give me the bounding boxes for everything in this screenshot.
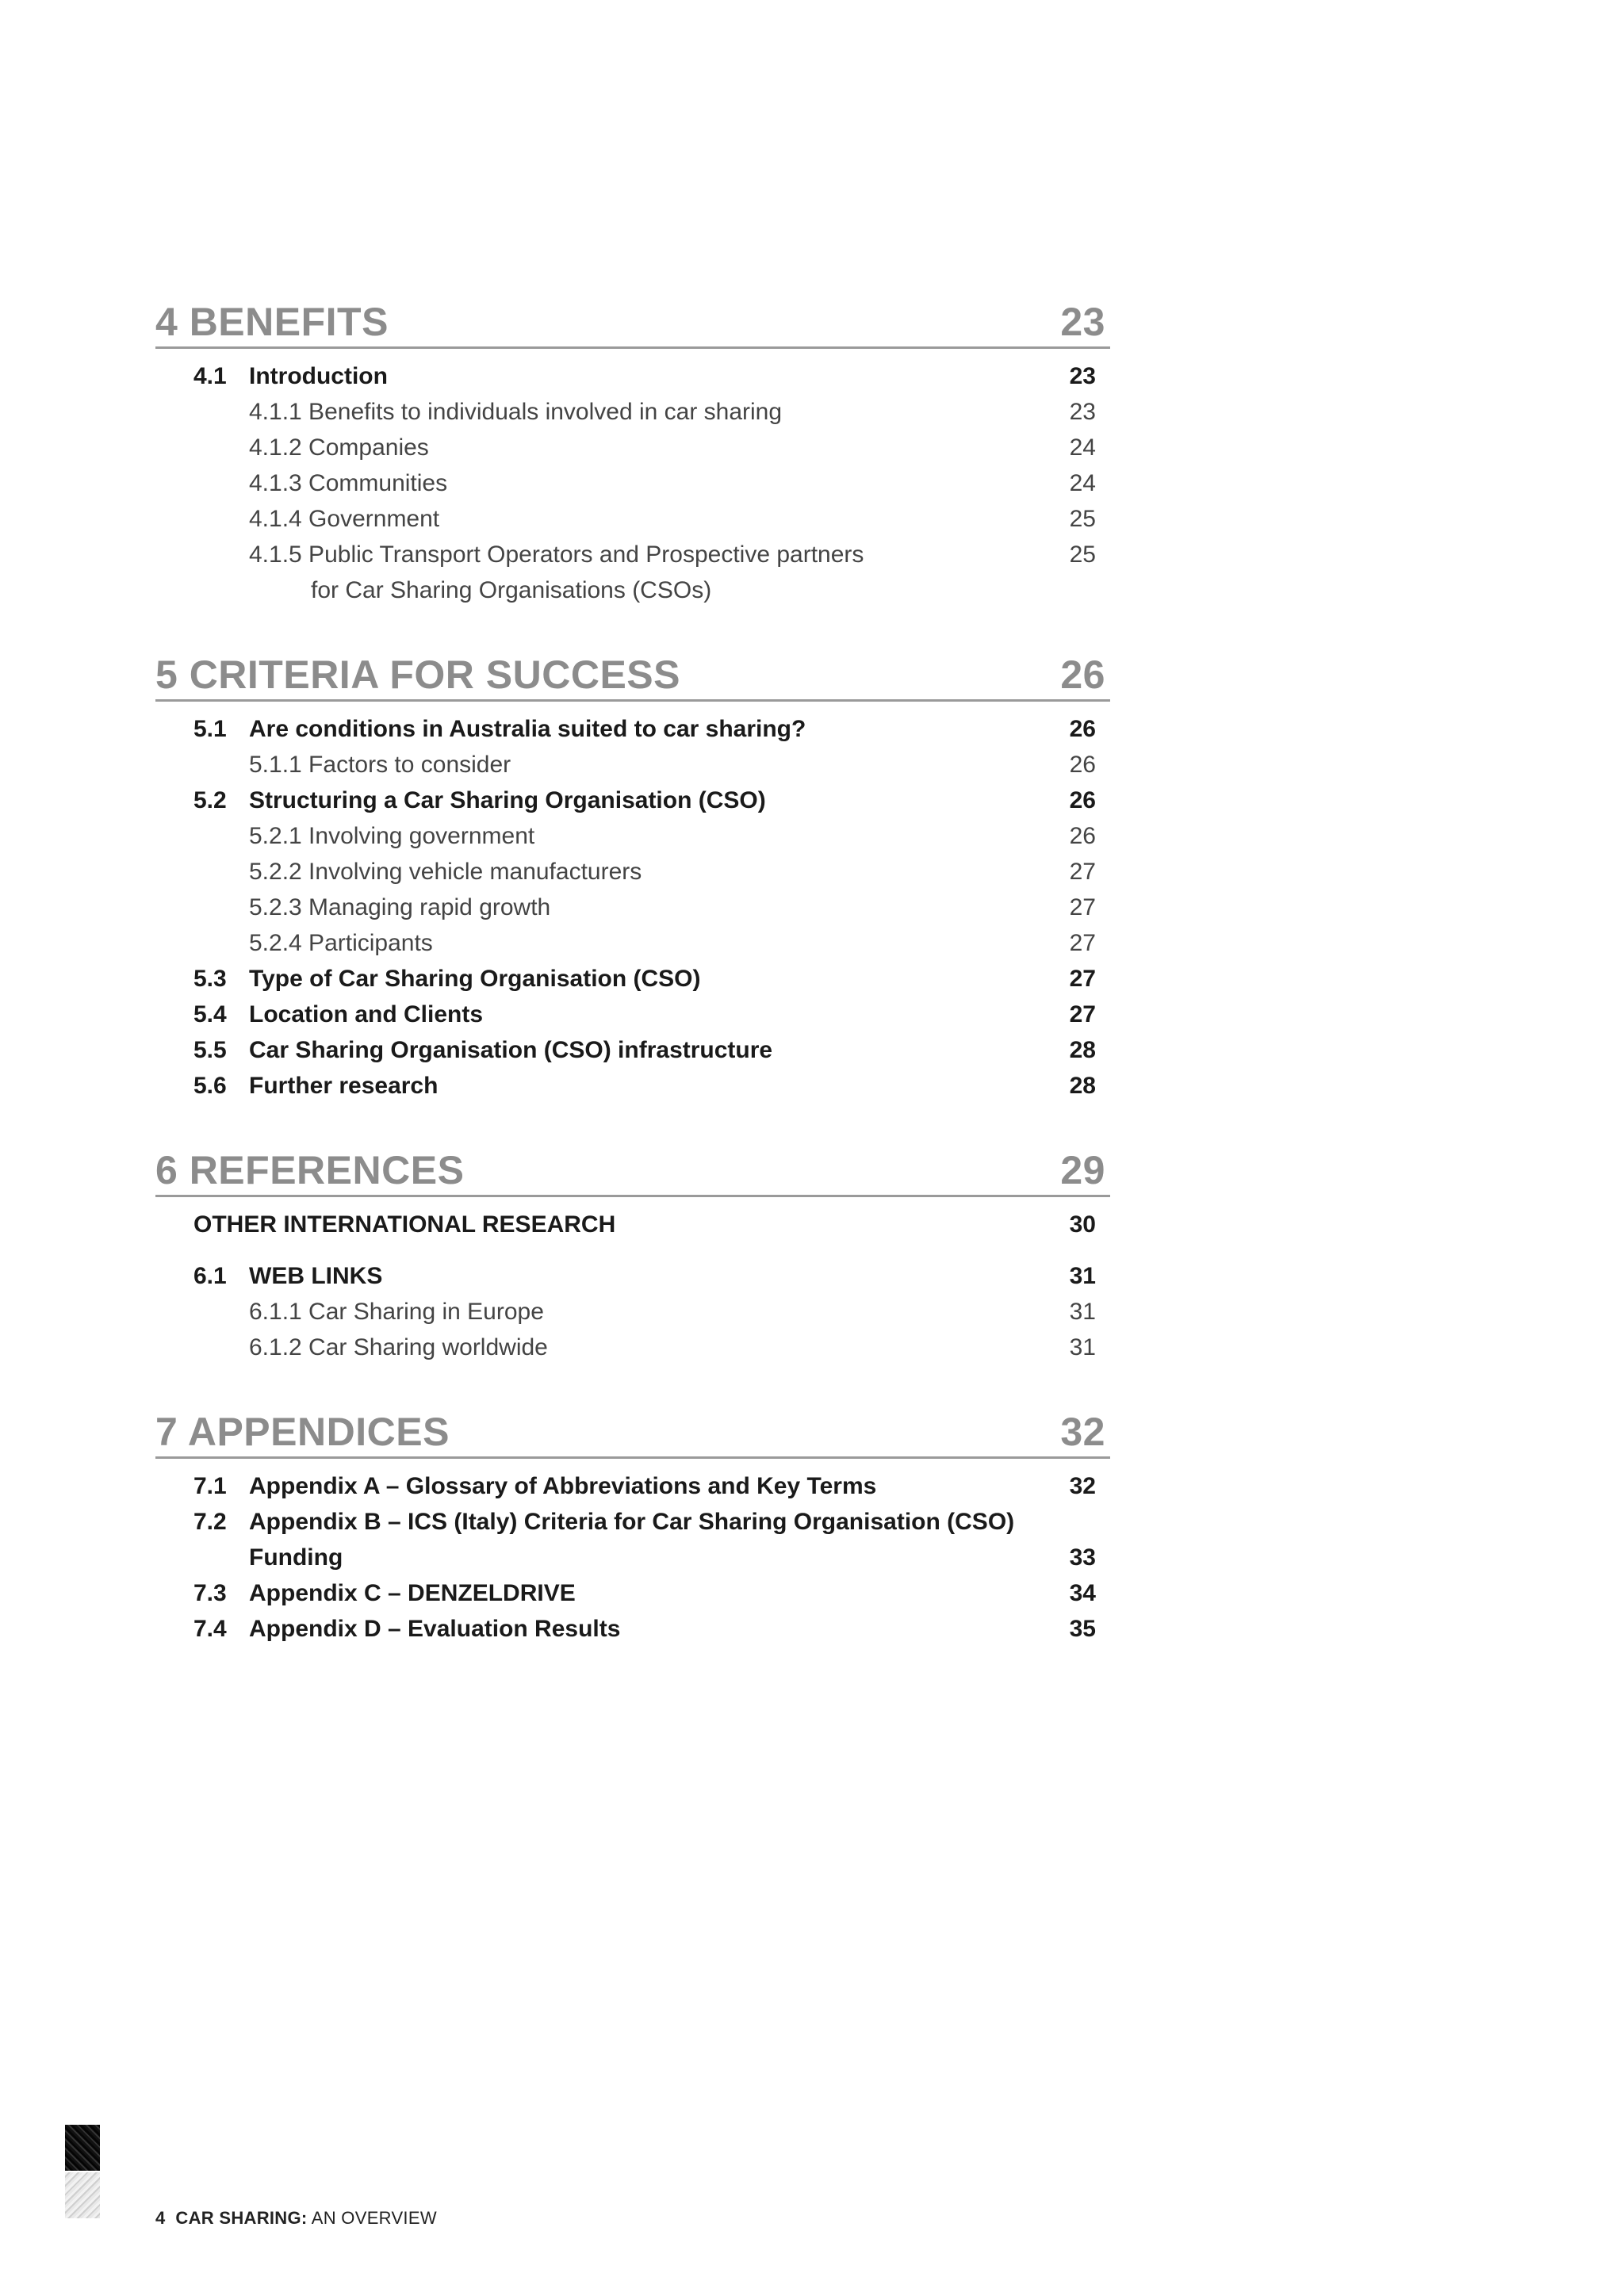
entry-page-number: 26 (1069, 787, 1096, 813)
toc-entry[interactable] (155, 854, 1110, 890)
entry-title: Location and Clients (249, 1001, 484, 1027)
toc-entry[interactable] (155, 1575, 1110, 1611)
entry-number: 7.3 (193, 1580, 227, 1606)
entry-title: OTHER INTERNATIONAL RESEARCH (193, 1211, 616, 1238)
entry-title: 5.2.1 Involving government (249, 823, 535, 849)
toc-section (155, 1411, 1110, 1647)
toc-entry[interactable] (155, 890, 1110, 925)
toc-section (155, 654, 1110, 1104)
page-footer (155, 2208, 437, 2229)
entry-title: Introduction (249, 363, 388, 389)
section-entries (155, 349, 1110, 608)
footer-texture-dark (65, 2125, 100, 2171)
section-page-number: 26 (1060, 652, 1105, 697)
entry-title: 4.1.3 Communities (249, 470, 448, 496)
toc-entry[interactable] (155, 1207, 1110, 1242)
entry-title: Type of Car Sharing Organisation (CSO) (249, 966, 701, 992)
entry-number: 4.1 (193, 363, 227, 389)
toc-entry[interactable] (155, 711, 1110, 747)
entry-page-number: 35 (1069, 1616, 1096, 1642)
toc-entry[interactable] (155, 1330, 1110, 1365)
entry-page-number: 30 (1069, 1211, 1096, 1238)
entry-page-number: 27 (1069, 894, 1096, 920)
entry-page-number: 27 (1069, 859, 1096, 885)
entry-number: 5.1 (193, 716, 227, 742)
entry-title: Car Sharing Organisation (CSO) infrastructure (249, 1037, 773, 1063)
entry-page-number: 23 (1069, 399, 1096, 425)
entry-title: Are conditions in Australia suited to car sharing? (249, 716, 806, 742)
toc-entry[interactable] (155, 1468, 1110, 1504)
entry-page-number: 24 (1069, 470, 1096, 496)
toc-entry[interactable] (155, 430, 1110, 465)
entry-title: 6.1.1 Car Sharing in Europe (249, 1299, 544, 1325)
toc-entry[interactable] (155, 501, 1110, 537)
toc-entry[interactable] (155, 747, 1110, 783)
entry-title: 4.1.2 Companies (249, 434, 429, 461)
entry-number: 7.4 (193, 1616, 227, 1642)
section-heading[interactable] (155, 301, 1110, 349)
footer-texture-light (65, 2172, 100, 2218)
entry-title: Further research (249, 1073, 439, 1099)
entry-title: 5.2.2 Involving vehicle manufacturers (249, 859, 642, 885)
entry-title: 4.1.5 Public Transport Operators and Prospective partners (249, 541, 864, 568)
footer-title-bold: CAR SHARING: (175, 2208, 308, 2228)
toc-entry[interactable] (155, 1540, 1110, 1575)
entry-title: WEB LINKS (249, 1263, 383, 1289)
footer-title-rest: AN OVERVIEW (311, 2208, 437, 2228)
entry-title: 5.2.4 Participants (249, 930, 433, 956)
entry-title: Appendix C – DENZELDRIVE (249, 1580, 576, 1606)
toc-entry[interactable] (155, 818, 1110, 854)
entry-title: for Car Sharing Organisations (CSOs) (311, 577, 712, 603)
entry-page-number: 23 (1069, 363, 1096, 389)
entry-spacer (155, 1242, 1110, 1258)
entry-page-number: 26 (1069, 752, 1096, 778)
toc-entry[interactable] (155, 394, 1110, 430)
entry-title: 4.1.4 Government (249, 506, 440, 532)
entry-number: 5.6 (193, 1073, 227, 1099)
entry-page-number: 26 (1069, 823, 1096, 849)
entry-number: 5.2 (193, 787, 227, 813)
entry-page-number: 25 (1069, 506, 1096, 532)
toc-entry[interactable] (155, 1258, 1110, 1294)
toc-entry[interactable] (155, 783, 1110, 818)
entry-page-number: 31 (1069, 1299, 1096, 1325)
entry-page-number: 27 (1069, 966, 1096, 992)
section-title: 5 CRITERIA FOR SUCCESS (155, 652, 681, 697)
entry-page-number: 24 (1069, 434, 1096, 461)
toc-entry[interactable] (155, 1611, 1110, 1647)
section-heading[interactable] (155, 1150, 1110, 1197)
entry-page-number: 27 (1069, 1001, 1096, 1027)
toc-entry[interactable] (155, 572, 1110, 608)
toc-section (155, 1150, 1110, 1365)
toc-entry[interactable] (155, 465, 1110, 501)
entry-title: 5.1.1 Factors to consider (249, 752, 511, 778)
entry-title: 6.1.2 Car Sharing worldwide (249, 1334, 548, 1360)
section-page-number: 23 (1060, 300, 1105, 344)
section-heading[interactable] (155, 1411, 1110, 1459)
entry-title: 5.2.3 Managing rapid growth (249, 894, 551, 920)
toc-entry[interactable] (155, 997, 1110, 1032)
entry-page-number: 31 (1069, 1263, 1096, 1289)
entry-number: 6.1 (193, 1263, 227, 1289)
entry-title: Structuring a Car Sharing Organisation (CSO) (249, 787, 766, 813)
toc-entry[interactable] (155, 358, 1110, 394)
entry-page-number: 32 (1069, 1473, 1096, 1499)
entry-number: 5.4 (193, 1001, 227, 1027)
entry-number: 7.1 (193, 1473, 227, 1499)
section-title: 7 APPENDICES (155, 1410, 450, 1454)
entry-page-number: 33 (1069, 1544, 1096, 1571)
section-title: 4 BENEFITS (155, 300, 389, 344)
section-heading[interactable] (155, 654, 1110, 702)
footer-page-number: 4 (155, 2208, 166, 2228)
toc-entry[interactable] (155, 1032, 1110, 1068)
entry-page-number: 28 (1069, 1037, 1096, 1063)
entry-page-number: 26 (1069, 716, 1096, 742)
entry-page-number: 27 (1069, 930, 1096, 956)
toc-entry[interactable] (155, 961, 1110, 997)
entry-title: Funding (249, 1544, 343, 1571)
entry-page-number: 34 (1069, 1580, 1096, 1606)
entry-title: 4.1.1 Benefits to individuals involved in car sharing (249, 399, 783, 425)
toc-entry[interactable] (155, 1068, 1110, 1104)
toc-entry[interactable] (155, 925, 1110, 961)
entry-number: 7.2 (193, 1509, 227, 1535)
entry-title: Appendix D – Evaluation Results (249, 1616, 621, 1642)
section-page-number: 32 (1060, 1410, 1105, 1454)
toc-entry[interactable] (155, 1294, 1110, 1330)
toc-entry[interactable] (155, 1504, 1110, 1540)
section-entries (155, 1197, 1110, 1365)
section-entries (155, 702, 1110, 1104)
toc-entry[interactable] (155, 537, 1110, 572)
entry-title: Appendix A – Glossary of Abbreviations and Key Terms (249, 1473, 877, 1499)
entry-title: Appendix B – ICS (Italy) Criteria for Car Sharing Organisation (CSO) (249, 1509, 1015, 1535)
section-entries (155, 1459, 1110, 1647)
section-title: 6 REFERENCES (155, 1148, 465, 1192)
entry-page-number: 31 (1069, 1334, 1096, 1360)
toc-section (155, 301, 1110, 608)
table-of-contents (155, 301, 1110, 1693)
entry-page-number: 25 (1069, 541, 1096, 568)
entry-number: 5.5 (193, 1037, 227, 1063)
section-page-number: 29 (1060, 1148, 1105, 1192)
entry-page-number: 28 (1069, 1073, 1096, 1099)
entry-number: 5.3 (193, 966, 227, 992)
